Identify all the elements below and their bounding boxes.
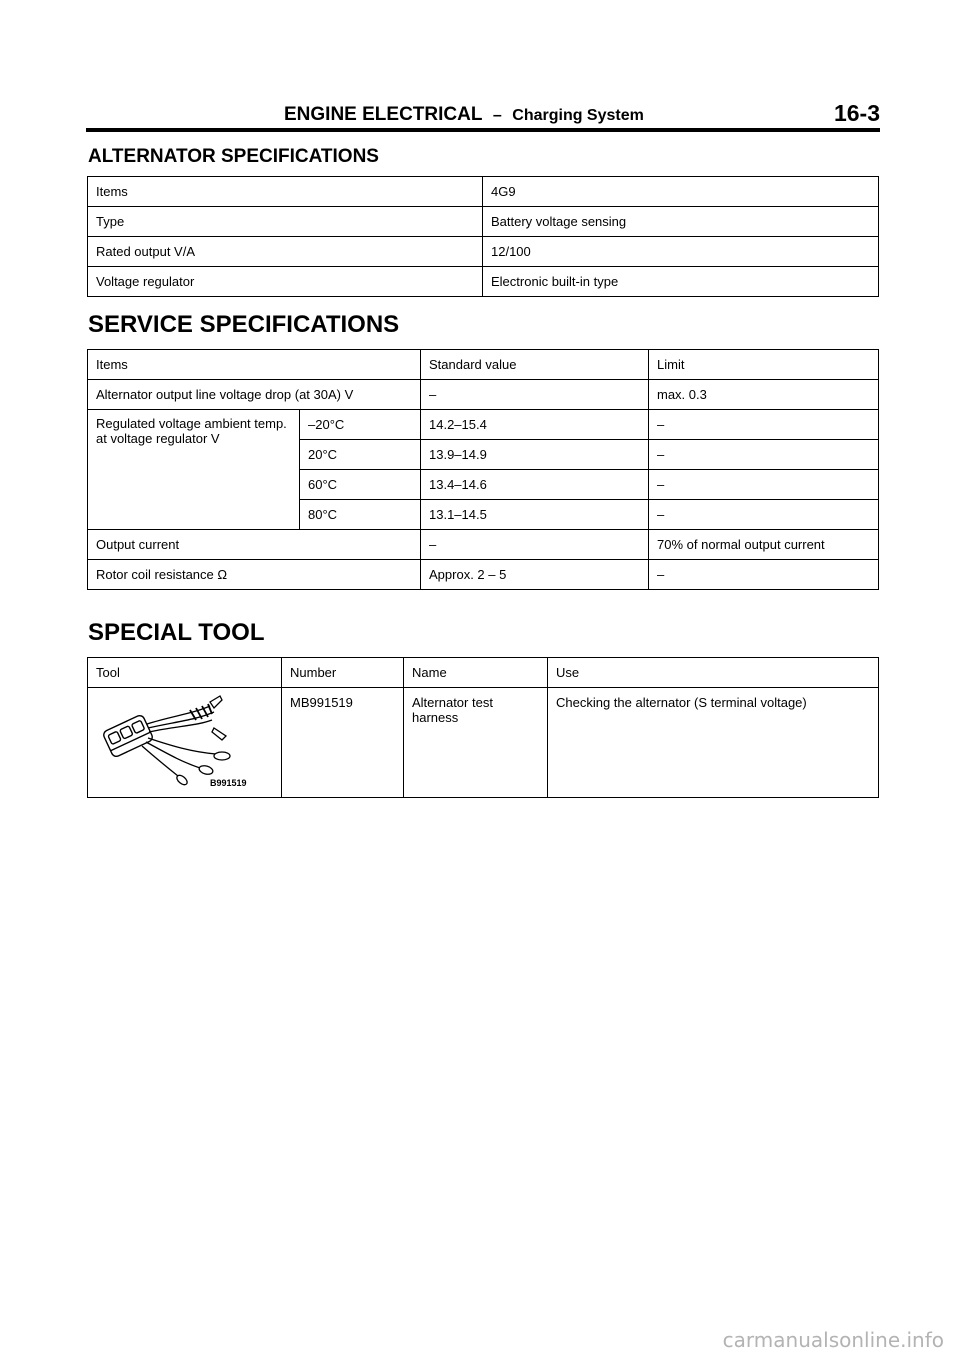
table-row bbox=[88, 350, 879, 380]
table-cell: Approx. 2 – 5 bbox=[421, 560, 649, 590]
watermark-text: carmanualsonline.info bbox=[722, 1328, 944, 1352]
table-cell: Rotor coil resistance Ω bbox=[88, 560, 421, 590]
table-row bbox=[88, 237, 879, 267]
table-cell: –20°C bbox=[300, 410, 421, 440]
page-number: 16-3 bbox=[833, 100, 880, 126]
table-header-cell: Items bbox=[88, 350, 421, 380]
table-header-cell: Limit bbox=[649, 350, 879, 380]
table-row bbox=[88, 530, 879, 560]
alternator-specs-table bbox=[87, 176, 879, 297]
table-cell: 20°C bbox=[300, 440, 421, 470]
table-cell: 13.1–14.5 bbox=[421, 500, 649, 530]
table-cell: 13.9–14.9 bbox=[421, 440, 649, 470]
table-header-cell: Number bbox=[282, 658, 404, 688]
harness-illustration bbox=[92, 692, 270, 788]
table-cell: Type bbox=[88, 207, 483, 237]
table-cell: MB991519 bbox=[282, 688, 404, 798]
table-row bbox=[88, 410, 879, 440]
table-cell: Items bbox=[88, 177, 483, 207]
table-row bbox=[88, 207, 879, 237]
table-cell: max. 0.3 bbox=[649, 380, 879, 410]
header-title bbox=[284, 104, 644, 126]
table-row bbox=[88, 560, 879, 590]
table-row bbox=[88, 177, 879, 207]
table-cell: 4G9 bbox=[483, 177, 879, 207]
table-cell: 12/100 bbox=[483, 237, 879, 267]
table-cell: Battery voltage sensing bbox=[483, 207, 879, 237]
page-header bbox=[86, 100, 880, 132]
table-cell: – bbox=[649, 410, 879, 440]
table-row bbox=[88, 658, 879, 688]
table-cell: Rated output V/A bbox=[88, 237, 483, 267]
table-cell: 13.4–14.6 bbox=[421, 470, 649, 500]
table-cell: – bbox=[649, 500, 879, 530]
table-cell: – bbox=[421, 380, 649, 410]
table-row bbox=[88, 380, 879, 410]
header-subsection: Charging System bbox=[512, 107, 644, 124]
special-tool-table bbox=[87, 657, 879, 798]
table-cell: Voltage regulator bbox=[88, 267, 483, 297]
table-cell: Electronic built-in type bbox=[483, 267, 879, 297]
table-header-cell: Name bbox=[404, 658, 548, 688]
table-cell: Checking the alternator (S terminal voltage) bbox=[548, 688, 879, 798]
table-cell: Alternator test harness bbox=[404, 688, 548, 798]
table-cell: Alternator output line voltage drop (at 30A) V bbox=[88, 380, 421, 410]
header-section: ENGINE ELECTRICAL bbox=[284, 104, 483, 125]
table-header-cell: Use bbox=[548, 658, 879, 688]
table-header-cell: Tool bbox=[88, 658, 282, 688]
table-cell: 60°C bbox=[300, 470, 421, 500]
table-header-cell: Standard value bbox=[421, 350, 649, 380]
service-specs-title: SERVICE SPECIFICATIONS bbox=[88, 311, 400, 338]
table-cell: 70% of normal output current bbox=[649, 530, 879, 560]
table-cell: 80°C bbox=[300, 500, 421, 530]
special-tool-title: SPECIAL TOOL bbox=[88, 619, 265, 646]
service-specs-table bbox=[87, 349, 879, 590]
table-cell: – bbox=[649, 560, 879, 590]
table-cell: – bbox=[649, 440, 879, 470]
table-cell: Output current bbox=[88, 530, 421, 560]
table-cell: 14.2–15.4 bbox=[421, 410, 649, 440]
header-dash: – bbox=[492, 107, 502, 124]
alternator-specs-title: ALTERNATOR SPECIFICATIONS bbox=[88, 146, 379, 167]
tool-image-code: B991519 bbox=[210, 778, 247, 788]
table-row bbox=[88, 267, 879, 297]
table-cell: Regulated voltage ambient temp. at voltage regulator V bbox=[88, 410, 300, 530]
table-row bbox=[88, 688, 879, 798]
tool-illustration-cell bbox=[88, 688, 282, 798]
table-cell: – bbox=[421, 530, 649, 560]
table-cell: – bbox=[649, 470, 879, 500]
